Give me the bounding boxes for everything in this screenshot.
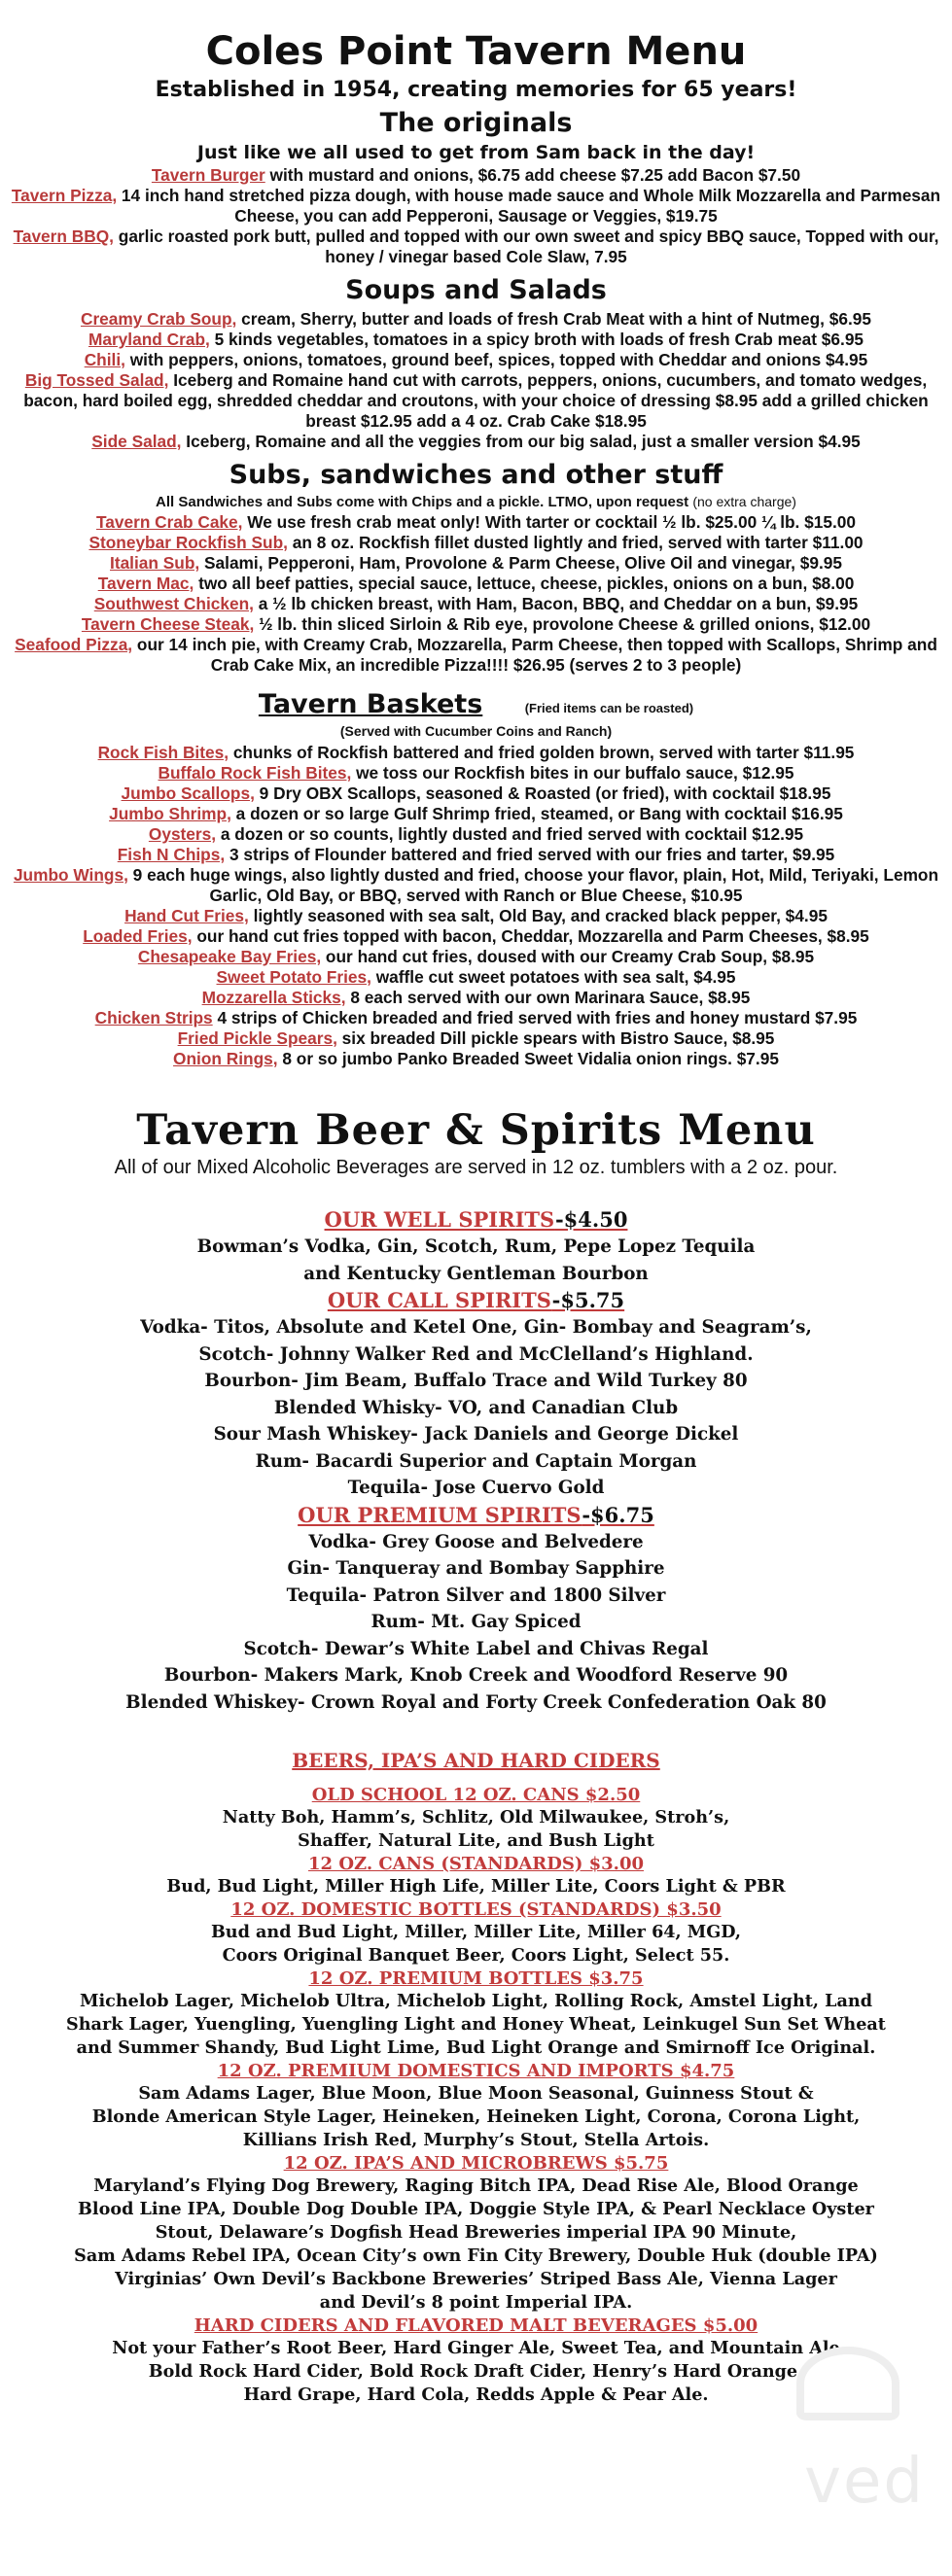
menu-item-desc: 8 or so jumbo Panko Breaded Sweet Vidalia onion rings. $7.95 bbox=[277, 1049, 779, 1068]
spirit-line: and Kentucky Gentleman Bourbon bbox=[303, 1263, 649, 1284]
menu-item-name: Maryland Crab, bbox=[88, 330, 210, 349]
menu-item-desc: 9 Dry OBX Scallops, seasoned & Roasted (or fried), with cocktail $18.95 bbox=[254, 783, 831, 803]
spirit-line: Bowman’s Vodka, Gin, Scotch, Rum, Pepe Lopez Tequila bbox=[196, 1236, 756, 1257]
menu-item-desc: a dozen or so large Gulf Shrimp fried, steamed, or Bang with cocktail $16.95 bbox=[230, 804, 843, 823]
menu-item bbox=[10, 574, 942, 594]
beer-line: Bud, Bud Light, Miller High Life, Miller Lite, Coors Light & PBR bbox=[166, 1876, 786, 1897]
menu-item-desc: chunks of Rockfish battered and fried golden brown, served with tarter $11.95 bbox=[229, 743, 855, 762]
beer-line: Stout, Delaware’s Dogfish Head Breweries imperial IPA 90 Minute, bbox=[155, 2222, 797, 2243]
beer-line: Shaffer, Natural Lite, and Bush Light bbox=[298, 1830, 654, 1851]
menu-item-desc: We use fresh crab meat only! With tarter or cocktail ½ lb. $25.00 ¼ lb. $15.00 bbox=[242, 512, 857, 532]
menu-item bbox=[10, 783, 942, 804]
menu-item-name: Hand Cut Fries, bbox=[124, 906, 249, 925]
menu-item-name: Oysters, bbox=[148, 824, 217, 844]
page-title: Coles Point Tavern Menu bbox=[205, 29, 747, 74]
menu-item bbox=[10, 906, 942, 926]
menu-item bbox=[10, 845, 942, 865]
menu-item-name: Jumbo Wings, bbox=[13, 865, 128, 885]
menu-item bbox=[10, 432, 942, 452]
well-spirits-label: OUR WELL SPIRITS bbox=[324, 1207, 555, 1232]
beer-group-heading: 12 OZ. IPA’S AND MICROBREWS $5.75 bbox=[283, 2153, 669, 2174]
call-spirits-label: OUR CALL SPIRITS bbox=[327, 1288, 552, 1312]
menu-item bbox=[10, 967, 942, 988]
menu-item-name: Italian Sub, bbox=[110, 553, 200, 573]
menu-item bbox=[10, 165, 942, 186]
menu-item bbox=[10, 763, 942, 783]
menu-item-desc: cream, Sherry, butter and loads of fresh Crab Meat with a hint of Nutmeg, $6.95 bbox=[236, 309, 872, 329]
well-spirits-price: -$4.50 bbox=[554, 1207, 628, 1232]
menu-item-name: Tavern Burger bbox=[151, 165, 265, 185]
menu-item bbox=[10, 512, 942, 533]
subs-heading: Subs, sandwiches and other stuff bbox=[229, 460, 723, 490]
spirit-line: Rum- Bacardi Superior and Captain Morgan bbox=[255, 1450, 697, 1472]
menu-item bbox=[10, 350, 942, 370]
menu-item-desc: our hand cut fries topped with bacon, Cheddar, Mozzarella and Parm Cheeses, $8.95 bbox=[192, 926, 869, 946]
menu-item-name: Tavern Mac, bbox=[97, 574, 194, 593]
menu-item-name: Side Salad, bbox=[91, 432, 182, 451]
menu-item bbox=[10, 330, 942, 350]
menu-item-desc: we toss our Rockfish bites in our buffalo sauce, $12.95 bbox=[351, 763, 794, 783]
menu-item bbox=[10, 1028, 942, 1049]
menu-item-name: Fish N Chips, bbox=[117, 845, 226, 864]
beer-group-heading: 12 OZ. PREMIUM DOMESTICS AND IMPORTS $4.75 bbox=[217, 2061, 735, 2081]
call-spirits-price: -$5.75 bbox=[551, 1288, 625, 1312]
menu-item-name: Tavern Crab Cake, bbox=[95, 512, 243, 532]
menu-item-name: Tavern Cheese Steak, bbox=[81, 614, 255, 634]
menu-item bbox=[10, 1049, 942, 1069]
spirit-line: Gin- Tanqueray and Bombay Sapphire bbox=[287, 1558, 665, 1579]
soups-heading: Soups and Salads bbox=[345, 275, 607, 305]
menu-item-name: Tavern BBQ, bbox=[13, 226, 114, 246]
spirit-line: Blended Whiskey- Crown Royal and Forty Creek Confederation Oak 80 bbox=[125, 1691, 827, 1713]
menu-item-desc: garlic roasted pork butt, pulled and topped with our own sweet and spicy BBQ sauce, Topped with our, honey / vinegar based Cole Slaw, 7.95 bbox=[113, 226, 939, 266]
originals-heading: The originals bbox=[379, 108, 573, 138]
menu-item-desc: a ½ lb chicken breast, with Ham, Bacon, BBQ, and Cheddar on a bun, $9.95 bbox=[253, 594, 859, 613]
beer-line: Shark Lager, Yuengling, Yuengling Light and Honey Wheat, Leinkugel Sun Set Wheat bbox=[66, 2014, 886, 2035]
spirit-line: Bourbon- Makers Mark, Knob Creek and Woodford Reserve 90 bbox=[163, 1665, 789, 1686]
menu-item-desc: our hand cut fries, doused with our Creamy Crab Soup, $8.95 bbox=[321, 947, 815, 966]
beer-line: Not your Father’s Root Beer, Hard Ginger Ale, Sweet Tea, and Mountain Ale bbox=[112, 2338, 840, 2358]
spirit-line: Sour Mash Whiskey- Jack Daniels and George Dickel bbox=[213, 1424, 739, 1445]
menu-item-desc: Iceberg, Romaine and all the veggies from our big salad, just a smaller version $4.95 bbox=[181, 432, 861, 451]
menu-item-desc: 4 strips of Chicken breaded and fried served with fries and honey mustard $7.95 bbox=[212, 1008, 858, 1027]
beer-line: Bud and Bud Light, Miller, Miller Lite, Miller 64, MGD, bbox=[210, 1922, 742, 1942]
soups-list bbox=[10, 309, 942, 452]
menu-item bbox=[10, 947, 942, 967]
beer-line: Maryland’s Flying Dog Brewery, Raging Bitch IPA, Dead Rise Ale, Blood Orange bbox=[93, 2176, 859, 2196]
menu-item bbox=[10, 186, 942, 226]
menu-item-name: Buffalo Rock Fish Bites, bbox=[158, 763, 352, 783]
beer-spirits-subtitle: All of our Mixed Alcoholic Beverages are served in 12 oz. tumblers with a 2 oz. pour. bbox=[114, 1157, 838, 1178]
baskets-heading-note: (Fried items can be roasted) bbox=[524, 701, 694, 715]
menu-item-desc: our 14 inch pie, with Creamy Crab, Mozzarella, Parm Cheese, then topped with Scallops, Shrimp and Crab Cake Mix, an incredible Pizza!!!! $26.95 (serves 2 to 3 people) bbox=[132, 635, 937, 675]
beer-line: Sam Adams Rebel IPA, Ocean City’s own Fin City Brewery, Double Huk (double IPA) bbox=[74, 2245, 878, 2266]
menu-item-desc: Salami, Pepperoni, Ham, Provolone & Parm Cheese, Olive Oil and vinegar, $9.95 bbox=[199, 553, 842, 573]
beer-line: and Devil’s 8 point Imperial IPA. bbox=[319, 2292, 633, 2313]
watermark-logo bbox=[796, 2347, 899, 2420]
menu-item-name: Loaded Fries, bbox=[83, 926, 193, 946]
beer-line: and Summer Shandy, Bud Light Lime, Bud Light Orange and Smirnoff Ice Original. bbox=[76, 2037, 876, 2058]
menu-item-name: Mozzarella Sticks, bbox=[201, 988, 346, 1007]
subs-note bbox=[10, 494, 942, 510]
menu-item-desc: an 8 oz. Rockfish fillet dusted lightly and fried, served with tarter $11.00 bbox=[287, 533, 864, 552]
menu-item-name: Big Tossed Salad, bbox=[24, 370, 169, 390]
menu-item-desc: Iceberg and Romaine hand cut with carrots, peppers, onions, cucumbers, and tomato wedges, bacon, hard boiled egg, shredded cheddar and croutons, with your choice of dressing $8.95 add a grilled chicken breast $12.95 add a 4 oz. Crab Cake $18.95 bbox=[23, 370, 929, 431]
menu-item-name: Seafood Pizza, bbox=[15, 635, 133, 654]
call-spirits-list bbox=[10, 1314, 942, 1502]
subs-note-text: All Sandwiches and Subs come with Chips and a pickle. LTMO, upon request bbox=[156, 494, 689, 510]
menu-item-desc: 5 kinds vegetables, tomatoes in a spicy broth with loads of fresh Crab meat $6.95 bbox=[209, 330, 864, 349]
menu-item-desc: 8 each served with our own Marinara Sauce, $8.95 bbox=[345, 988, 751, 1007]
menu-item bbox=[10, 370, 942, 432]
beer-line: Killians Irish Red, Murphy’s Stout, Stella Artois. bbox=[242, 2130, 710, 2150]
menu-item-name: Southwest Chicken, bbox=[93, 594, 254, 613]
menu-item bbox=[10, 865, 942, 906]
menu-item-name: Fried Pickle Spears, bbox=[177, 1028, 337, 1048]
menu-item bbox=[10, 553, 942, 574]
beer-groups bbox=[10, 1784, 942, 2407]
menu-item-desc: lightly seasoned with sea salt, Old Bay, and cracked black pepper, $4.95 bbox=[248, 906, 828, 925]
originals-list bbox=[10, 165, 942, 267]
premium-spirits-price: -$6.75 bbox=[582, 1502, 654, 1527]
well-spirits-list bbox=[10, 1234, 942, 1287]
beer-group-heading: 12 OZ. CANS (STANDARDS) $3.00 bbox=[308, 1854, 644, 1874]
menu-item-name: Creamy Crab Soup, bbox=[80, 309, 237, 329]
page-subtitle: Established in 1954, creating memories for 65 years! bbox=[155, 78, 797, 102]
menu-item-desc: 9 each huge wings, also lightly dusted and fried, choose your flavor, plain, Hot, Mild, Teriyaki, Lemon Garlic, Old Bay, or BBQ, served with Ranch or Blue Cheese, $10.95 bbox=[127, 865, 939, 905]
beers-heading: BEERS, IPA’S AND HARD CIDERS bbox=[292, 1749, 660, 1772]
subs-note-extra: (no extra charge) bbox=[692, 494, 796, 509]
spirit-line: Scotch- Johnny Walker Red and McClelland’s Highland. bbox=[198, 1343, 754, 1365]
menu-item-desc: 3 strips of Flounder battered and fried served with our fries and tarter, $9.95 bbox=[225, 845, 835, 864]
beer-line: Natty Boh, Hamm’s, Schlitz, Old Milwaukee, Stroh’s, bbox=[222, 1807, 730, 1828]
menu-item-name: Chili, bbox=[84, 350, 125, 369]
menu-item bbox=[10, 804, 942, 824]
menu-item-name: Tavern Pizza, bbox=[11, 186, 118, 205]
menu-item bbox=[10, 743, 942, 763]
menu-item bbox=[10, 533, 942, 553]
spirit-line: Rum- Mt. Gay Spiced bbox=[370, 1612, 582, 1632]
call-spirits-heading bbox=[10, 1287, 942, 1314]
spirit-line: Tequila- Jose Cuervo Gold bbox=[347, 1478, 605, 1498]
beer-line: Michelob Lager, Michelob Ultra, Michelob Light, Rolling Rock, Amstel Light, Land bbox=[79, 1991, 873, 2011]
beer-group-heading: OLD SCHOOL 12 OZ. CANS $2.50 bbox=[311, 1785, 641, 1805]
menu-item bbox=[10, 309, 942, 330]
beer-group-heading: 12 OZ. DOMESTIC BOTTLES (STANDARDS) $3.50 bbox=[230, 1899, 722, 1920]
menu-item bbox=[10, 824, 942, 845]
menu-item-name: Jumbo Scallops, bbox=[121, 783, 255, 803]
menu-item-name: Onion Rings, bbox=[173, 1049, 278, 1068]
menu-item bbox=[10, 988, 942, 1008]
spirit-line: Blended Whisky- VO, and Canadian Club bbox=[273, 1397, 679, 1418]
premium-spirits-list bbox=[10, 1529, 942, 1717]
beer-line: Hard Grape, Hard Cola, Redds Apple & Pear Ale. bbox=[243, 2385, 709, 2405]
beer-group-heading: 12 OZ. PREMIUM BOTTLES $3.75 bbox=[308, 1968, 644, 1989]
beer-line: Blood Line IPA, Double Dog Double IPA, Doggie Style IPA, & Pearl Necklace Oyster bbox=[78, 2199, 874, 2219]
spirit-line: Bourbon- Jim Beam, Buffalo Trace and Wild Turkey 80 bbox=[204, 1371, 748, 1391]
menu-item bbox=[10, 1008, 942, 1028]
menu-item-desc: ½ lb. thin sliced Sirloin & Rib eye, provolone Cheese & grilled onions, $12.00 bbox=[254, 614, 871, 634]
menu-item-name: Chicken Strips bbox=[94, 1008, 213, 1027]
baskets-heading-text: Tavern Baskets bbox=[258, 689, 483, 719]
baskets-sub-note: (Served with Cucumber Coins and Ranch) bbox=[339, 723, 613, 739]
spirit-line: Tequila- Patron Silver and 1800 Silver bbox=[286, 1584, 666, 1606]
premium-spirits-label: OUR PREMIUM SPIRITS bbox=[298, 1502, 582, 1527]
beer-spirits-title: Tavern Beer & Spirits Menu bbox=[136, 1106, 816, 1155]
spirit-line: Scotch- Dewar’s White Label and Chivas Regal bbox=[243, 1638, 709, 1659]
menu-item-name: Chesapeake Bay Fries, bbox=[137, 947, 322, 966]
menu-item-name: Jumbo Shrimp, bbox=[109, 804, 231, 823]
baskets-heading bbox=[10, 689, 942, 719]
menu-item-desc: two all beef patties, special sauce, lettuce, cheese, pickles, onions on a bun, $8.00 bbox=[194, 574, 855, 593]
subs-list bbox=[10, 512, 942, 676]
spirit-line: Vodka- Grey Goose and Belvedere bbox=[308, 1531, 644, 1552]
menu-item-name: Sweet Potato Fries, bbox=[216, 967, 371, 987]
menu-item-desc: a dozen or so counts, lightly dusted and fried served with cocktail $12.95 bbox=[216, 824, 804, 844]
menu-item bbox=[10, 926, 942, 947]
menu-item-desc: with mustard and onions, $6.75 add cheese $7.25 add Bacon $7.50 bbox=[264, 165, 801, 185]
beer-line: Coors Original Banquet Beer, Coors Light, Select 55. bbox=[222, 1945, 730, 1966]
premium-spirits-heading bbox=[10, 1502, 942, 1529]
menu-item bbox=[10, 226, 942, 267]
beer-group-heading: HARD CIDERS AND FLAVORED MALT BEVERAGES $5.00 bbox=[194, 2315, 758, 2336]
menu-item bbox=[10, 594, 942, 614]
menu-item-name: Rock Fish Bites, bbox=[97, 743, 229, 762]
beer-line: Sam Adams Lager, Blue Moon, Blue Moon Seasonal, Guinness Stout & bbox=[138, 2083, 814, 2104]
beer-line: Bold Rock Hard Cider, Bold Rock Draft Cider, Henry’s Hard Orange, bbox=[148, 2361, 804, 2382]
beer-line: Virginias’ Own Devil’s Backbone Breweries’ Striped Bass Ale, Vienna Lager bbox=[115, 2269, 837, 2289]
watermark-text: ved bbox=[804, 2446, 925, 2518]
well-spirits-heading bbox=[10, 1206, 942, 1234]
menu-item bbox=[10, 614, 942, 635]
menu-item-name: Stoneybar Rockfish Sub, bbox=[88, 533, 288, 552]
menu-item bbox=[10, 635, 942, 676]
beer-line: Blonde American Style Lager, Heineken, Heineken Light, Corona, Corona Light, bbox=[91, 2106, 861, 2127]
menu-item-desc: with peppers, onions, tomatoes, ground beef, spices, topped with Cheddar and onions $4.95 bbox=[124, 350, 868, 369]
menu-item-desc: waffle cut sweet potatoes with sea salt, $4.95 bbox=[370, 967, 736, 987]
menu-item-desc: 14 inch hand stretched pizza dough, with house made sauce and Whole Milk Mozzarella and Parmesan Cheese, you can add Pepperoni, Sausage or Veggies, $19.75 bbox=[117, 186, 941, 226]
originals-intro: Just like we all used to get from Sam back in the day! bbox=[196, 142, 756, 163]
baskets-list bbox=[10, 743, 942, 1069]
spirit-line: Vodka- Titos, Absolute and Ketel One, Gin- Bombay and Seagram’s, bbox=[140, 1317, 812, 1338]
menu-item-desc: six breaded Dill pickle spears with Bistro Sauce, $8.95 bbox=[336, 1028, 775, 1048]
